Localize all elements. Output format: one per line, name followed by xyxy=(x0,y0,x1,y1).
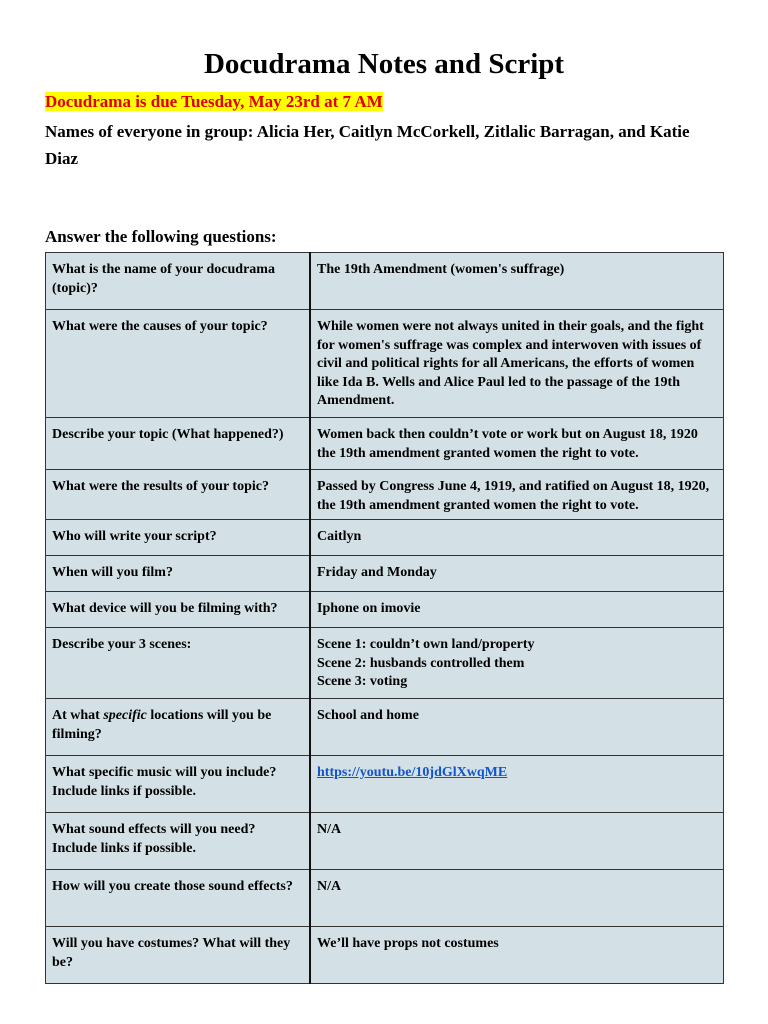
answer-cell xyxy=(310,756,724,813)
table-row xyxy=(46,520,724,556)
table-row xyxy=(46,628,724,699)
answer-cell: The 19th Amendment (women's suffrage) xyxy=(310,253,724,310)
answer-cell: Friday and Monday xyxy=(310,556,724,592)
group-names: Names of everyone in group: Alicia Her, Caitlyn McCorkell, Zitlalic Barragan, and Katie Diaz xyxy=(45,122,690,168)
answer-cell: We’ll have props not costumes xyxy=(310,927,724,984)
answer-cell: Caitlyn xyxy=(310,520,724,556)
question-cell: What were the results of your topic? xyxy=(46,470,311,520)
due-date-notice: Docudrama is due Tuesday, May 23rd at 7 AM xyxy=(45,92,383,111)
table-row xyxy=(46,418,724,470)
question-cell: What specific music will you include? Include links if possible. xyxy=(46,756,311,813)
music-link[interactable]: https://youtu.be/10jdGlXwqME xyxy=(317,765,508,780)
table-row xyxy=(46,592,724,628)
question-cell: What is the name of your docudrama (topic)? xyxy=(46,253,311,310)
answer-cell: School and home xyxy=(310,699,724,756)
question-cell: Who will write your script? xyxy=(46,520,311,556)
table-row xyxy=(46,253,724,310)
answer-cell: N/A xyxy=(310,813,724,870)
table-row xyxy=(46,813,724,870)
due-date-notice-line xyxy=(45,91,383,113)
question-cell: What device will you be filming with? xyxy=(46,592,311,628)
answer-cell: Women back then couldn’t vote or work but on August 18, 1920 the 19th amendment granted women the right to vote. xyxy=(310,418,724,470)
question-cell: Describe your topic (What happened?) xyxy=(46,418,311,470)
question-emphasis: specific xyxy=(103,708,147,723)
question-cell: What were the causes of your topic? xyxy=(46,310,311,418)
table-row xyxy=(46,756,724,813)
questions-heading: Answer the following questions: xyxy=(45,227,277,246)
question-cell: What sound effects will you need? Include links if possible. xyxy=(46,813,311,870)
question-cell xyxy=(46,699,311,756)
table-row xyxy=(46,556,724,592)
answer-cell: N/A xyxy=(310,870,724,927)
table-row xyxy=(46,870,724,927)
questions-table xyxy=(45,252,724,984)
page-title: Docudrama Notes and Script xyxy=(203,48,565,80)
question-cell: Describe your 3 scenes: xyxy=(46,628,311,699)
answer-cell: Scene 1: couldn’t own land/property Scene 2: husbands controlled them Scene 3: voting xyxy=(310,628,724,699)
answer-cell: While women were not always united in their goals, and the fight for women's suffrage was complex and interwoven with issues of civil and political rights for all Americans, the efforts of women like Ida B. Wells and Alice Paul led to the passage of the 19th Amendment. xyxy=(310,310,724,418)
answer-cell: Iphone on imovie xyxy=(310,592,724,628)
question-text-part: At what xyxy=(52,708,104,723)
question-cell: How will you create those sound effects? xyxy=(46,870,311,927)
table-row xyxy=(46,470,724,520)
table-row xyxy=(46,699,724,756)
question-text-part: locations will you be filming? xyxy=(52,708,272,742)
table-row xyxy=(46,927,724,984)
question-cell: When will you film? xyxy=(46,556,311,592)
answer-cell: Passed by Congress June 4, 1919, and ratified on August 18, 1920, the 19th amendment granted women the right to vote. xyxy=(310,470,724,520)
question-cell: Will you have costumes? What will they be? xyxy=(46,927,311,984)
table-row xyxy=(46,310,724,418)
